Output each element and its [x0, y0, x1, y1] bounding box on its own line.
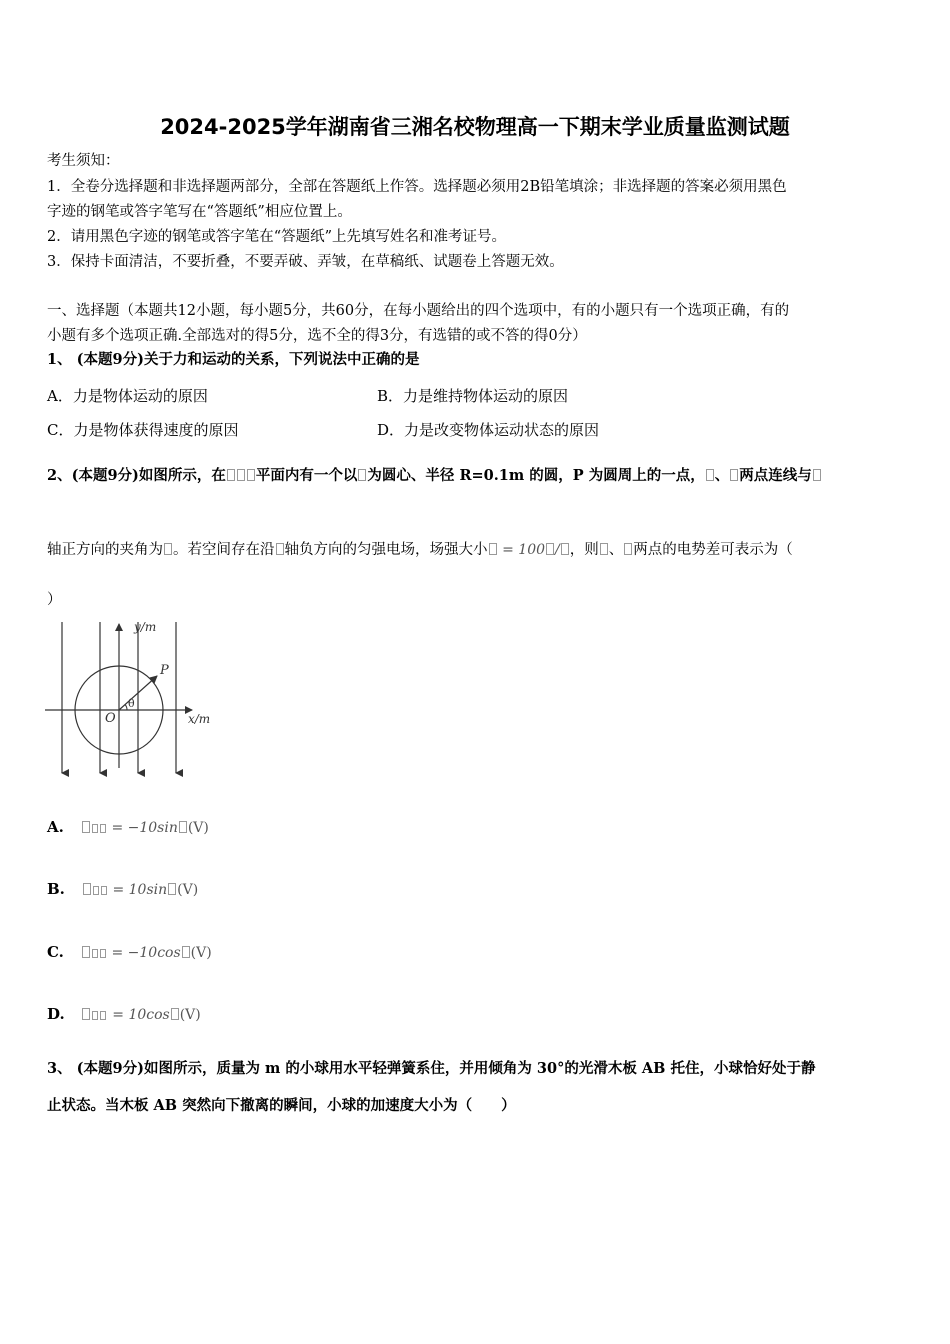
question-3-stem-line-2: 止状态。当木板 AB 突然向下撤离的瞬间，小球的加速度大小为（ ） — [47, 1097, 516, 1114]
missing-symbol-icon — [83, 883, 91, 895]
q1-option-c[interactable] — [47, 419, 239, 440]
missing-symbol-icon — [546, 543, 554, 555]
missing-symbol-icon — [813, 469, 821, 481]
q2-text-part: 为圆心、半径 R=0.1m 的圆，P 为圆周上的一点， — [367, 467, 705, 484]
missing-symbol-icon — [92, 949, 98, 958]
missing-symbol-icon — [82, 1008, 90, 1020]
missing-symbol-icon — [489, 543, 497, 555]
q1-option-c-letter: C． — [47, 421, 74, 439]
missing-symbol-icon — [101, 886, 107, 895]
question-3-stem-line-1: 3、 (本题9分)如图所示，质量为 m 的小球用水平轻弹簧系住，并用倾角为 30°的光滑木板 AB 托住，小球恰好处于静 — [47, 1060, 816, 1077]
q2-option-a-unit: (V) — [187, 820, 209, 836]
missing-symbol-icon — [82, 821, 90, 833]
notice-heading: 考生须知： — [47, 153, 120, 169]
q1-option-d-text: 力是改变物体运动状态的原因 — [404, 421, 600, 439]
notice-line-3: 2．请用黑色字迹的钢笔或答字笔在“答题纸”上先填写姓名和准考证号。 — [47, 229, 507, 245]
notice-line-4: 3．保持卡面清洁，不要折叠，不要弄破、弄皱，在草稿纸、试题卷上答题无效。 — [47, 254, 564, 270]
question-2-stem-line-1 — [47, 466, 822, 486]
q2-option-d-equation: = 10cos — [112, 1007, 170, 1023]
q2-text-part: 轴负方向的匀强电场，场强大小 — [284, 542, 488, 558]
q1-option-c-text: 力是物体获得速度的原因 — [73, 421, 239, 439]
x-axis-label: x/m — [188, 712, 211, 726]
q2-text-part: 两点连线与 — [739, 467, 812, 484]
q2-option-c[interactable] — [47, 943, 212, 961]
missing-symbol-icon — [237, 469, 245, 481]
missing-symbol-icon — [182, 946, 190, 958]
missing-symbol-icon — [561, 543, 569, 555]
electric-field-figure — [42, 618, 222, 780]
unit-slash: / — [555, 542, 560, 558]
missing-symbol-icon — [171, 1008, 179, 1020]
q2-text-part: 2、(本题9分)如图所示，在 — [47, 467, 226, 484]
question-1-stem: 1、 (本题9分)关于力和运动的关系，下列说法中正确的是 — [47, 351, 420, 368]
q2-text-part: 。若空间存在沿 — [173, 542, 275, 558]
q1-option-d-letter: D． — [377, 421, 405, 439]
q2-text-part: 、 — [608, 542, 624, 558]
q1-option-a[interactable] — [47, 385, 208, 406]
q1-option-b-text: 力是维持物体运动的原因 — [403, 387, 569, 405]
missing-symbol-icon — [92, 824, 98, 833]
question-2-stem-line-2 — [47, 540, 793, 560]
section-heading-line-2: 小题有多个选项正确.全部选对的得5分，选不全的得3分，有选错的或不答的得0分） — [47, 328, 587, 344]
missing-symbol-icon — [100, 824, 106, 833]
missing-symbol-icon — [100, 1011, 106, 1020]
q1-option-b[interactable] — [377, 385, 568, 406]
missing-symbol-icon — [358, 469, 366, 481]
q1-option-d[interactable] — [377, 419, 599, 440]
missing-symbol-icon — [164, 543, 172, 555]
q2-option-d-letter: D. — [47, 1005, 65, 1023]
missing-symbol-icon — [100, 949, 106, 958]
missing-symbol-icon — [168, 883, 176, 895]
q2-option-b-unit: (V) — [177, 882, 199, 898]
q2-option-a-letter: A. — [47, 818, 64, 836]
q2-option-a[interactable] — [47, 818, 209, 836]
q2-option-c-letter: C. — [47, 943, 64, 961]
q1-option-a-letter: A． — [47, 387, 73, 405]
q1-option-a-text: 力是物体运动的原因 — [72, 387, 208, 405]
q2-option-c-unit: (V) — [190, 945, 212, 961]
missing-symbol-icon — [730, 469, 738, 481]
missing-symbol-icon — [92, 1011, 98, 1020]
missing-symbol-icon — [247, 469, 255, 481]
angle-arc — [125, 705, 127, 711]
missing-symbol-icon — [276, 543, 284, 555]
missing-symbol-icon — [82, 946, 90, 958]
origin-label: O — [105, 711, 116, 726]
missing-symbol-icon — [227, 469, 235, 481]
q2-text-part: 轴正方向的夹角为 — [47, 542, 163, 558]
q2-option-c-equation: = −10cos — [111, 945, 181, 961]
missing-symbol-icon — [600, 543, 608, 555]
missing-symbol-icon — [93, 886, 99, 895]
missing-symbol-icon — [706, 469, 714, 481]
q2-text-part: ，则 — [569, 542, 599, 558]
q2-text-part: 两点的电势差可表示为（ — [633, 542, 793, 558]
q2-option-b[interactable] — [47, 880, 198, 898]
q2-option-b-equation: = 10sin — [112, 882, 168, 898]
field-strength-value: = 100 — [502, 542, 546, 558]
q2-option-d-unit: (V) — [179, 1007, 201, 1023]
missing-symbol-icon — [624, 543, 632, 555]
y-axis-label: y/m — [134, 620, 157, 634]
point-p-label: P — [160, 663, 169, 678]
page-title: 2024-2025学年湖南省三湘名校物理高一下期末学业质量监测试题 — [160, 115, 790, 139]
angle-label: θ — [128, 697, 135, 710]
q2-text-part: 平面内有一个以 — [255, 467, 358, 484]
section-heading-line-1: 一、选择题（本题共12小题，每小题5分，共60分，在每小题给出的四个选项中，有的小题只有一个选项正确，有的 — [47, 303, 790, 319]
q2-text-part: 、 — [714, 467, 730, 484]
question-2-stem-line-3: ） — [47, 592, 62, 608]
q2-option-d[interactable] — [47, 1005, 201, 1023]
q1-option-b-letter: B． — [377, 387, 404, 405]
missing-symbol-icon — [179, 821, 187, 833]
notice-line-2: 字迹的钢笔或答字笔写在“答题纸”相应位置上。 — [47, 204, 352, 220]
q2-option-b-letter: B. — [47, 880, 65, 898]
notice-line-1: 1．全卷分选择题和非选择题两部分，全部在答题纸上作答。选择题必须用2B铅笔填涂；非选择题的答案必须用黑色 — [47, 179, 787, 195]
q2-option-a-equation: = −10sin — [111, 820, 178, 836]
